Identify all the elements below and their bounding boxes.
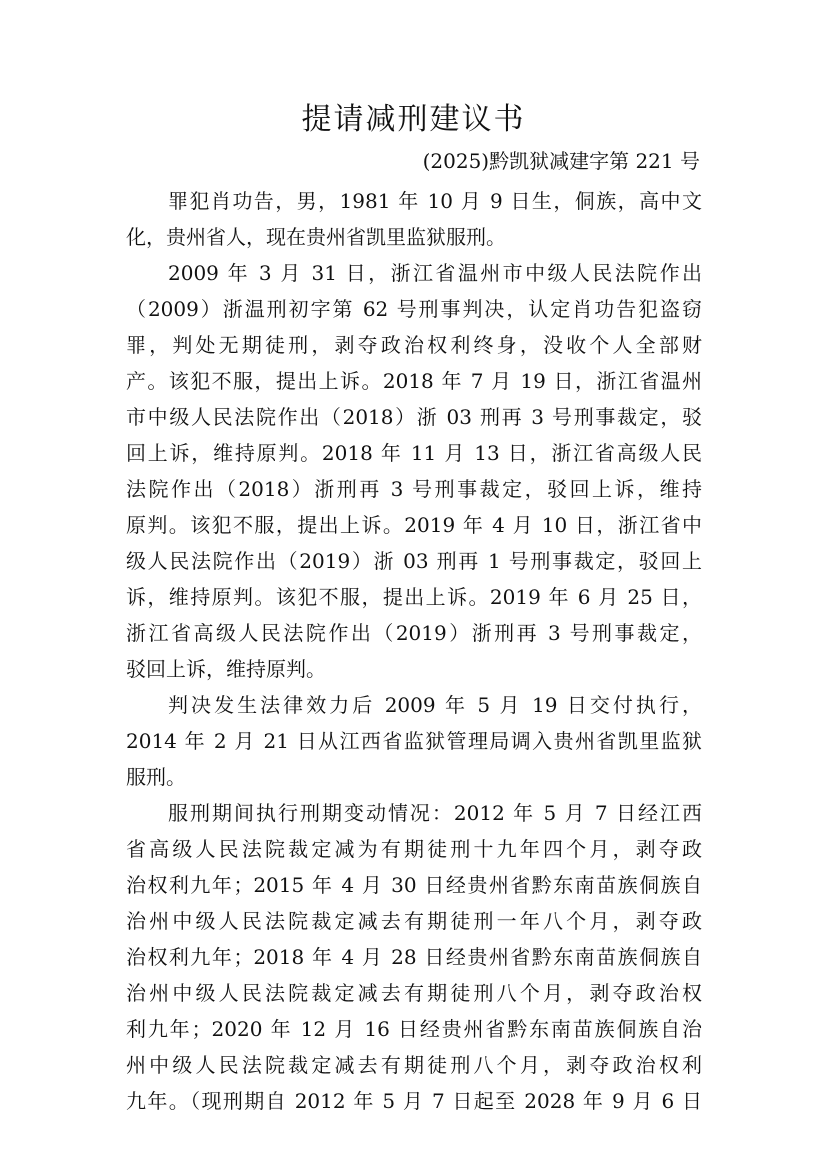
text-line: 判决发生法律效力后 2009 年 5 月 19 日交付执行， [168,693,702,717]
paragraph-criminal-info [126,183,702,255]
text-line: 治州中级人民法院裁定减去有期徒刑八个月，剥夺政治权 [126,981,702,1005]
text-line: 利九年；2020 年 12 月 16 日经贵州省黔东南苗族侗族自治 [126,1017,702,1041]
text-line: 服刑期间执行刑期变动情况：2012 年 5 月 7 日经江西 [168,801,702,825]
text-line: 治州中级人民法院裁定减去有期徒刑一年八个月，剥夺政 [126,909,702,933]
text-line: 罪犯肖功告，男，1981 年 10 月 9 日生，侗族，高中文 [168,189,702,213]
text-line: 2009 年 3 月 31 日，浙江省温州市中级人民法院作出 [168,261,702,285]
text-line: 诉，维持原判。该犯不服，提出上诉。2019 年 6 月 25 日， [126,585,702,609]
document-title: 提请减刑建议书 [301,102,526,137]
text-line: 州中级人民法院裁定减去有期徒刑八个月，剥夺政治权利 [126,1053,702,1077]
text-line: 治权利九年；2018 年 4 月 28 日经贵州省黔东南苗族侗族自 [126,945,702,969]
text-line: 回上诉，维持原判。2018 年 11 月 13 日，浙江省高级人民 [126,441,702,465]
paragraph-judgment-history [126,255,702,687]
document-number: (2025)黔凯狱减建字第 221 号 [422,149,700,173]
text-line: 九年。（现刑期自 2012 年 5 月 7 日起至 2028 年 9 月 6 日 [126,1089,702,1113]
text-line: 产。该犯不服，提出上诉。2018 年 7 月 19 日，浙江省温州 [126,369,702,393]
text-line: 市中级人民法院作出（2018）浙 03 刑再 3 号刑事裁定，驳 [126,405,702,429]
paragraph-execution [126,687,702,795]
document-body [126,183,702,1119]
text-line: 法院作出（2018）浙刑再 3 号刑事裁定，驳回上诉，维持 [126,477,702,501]
text-line: 驳回上诉，维持原判。 [126,657,326,681]
text-line: （2009）浙温刑初字第 62 号刑事判决，认定肖功告犯盗窃 [126,297,702,321]
paragraph-sentence-changes [126,795,702,1119]
text-line: 原判。该犯不服，提出上诉。2019 年 4 月 10 日，浙江省中 [126,513,702,537]
text-line: 省高级人民法院裁定减为有期徒刑十九年四个月，剥夺政 [126,837,702,861]
text-line: 级人民法院作出（2019）浙 03 刑再 1 号刑事裁定，驳回上 [126,549,702,573]
text-line: 治权利九年；2015 年 4 月 30 日经贵州省黔东南苗族侗族自 [126,873,702,897]
text-line: 2014 年 2 月 21 日从江西省监狱管理局调入贵州省凯里监狱 [126,729,702,753]
text-line: 服刑。 [126,765,186,789]
text-line: 浙江省高级人民法院作出（2019）浙刑再 3 号刑事裁定， [126,621,702,645]
text-line: 化，贵州省人，现在贵州省凯里监狱服刑。 [126,225,506,249]
text-line: 罪，判处无期徒刑，剥夺政治权利终身，没收个人全部财 [126,333,702,357]
